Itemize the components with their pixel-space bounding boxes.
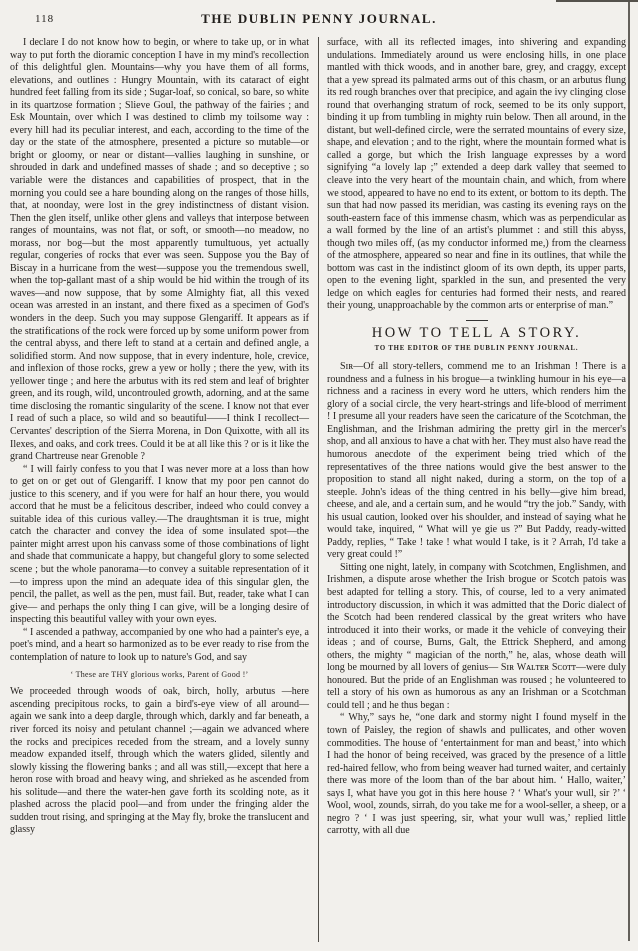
left-column xyxy=(10,37,309,837)
glengariff-paragraph-5: surface, with all its reflected images, into shivering and expanding undulations. Immediately around us were enclosing hills, in one place mantled with thick woods, and in another bare, grey, and craggy, except that a yew spread its palmated arms out of this chasm, or an arbutus flung its red rough branches over that precipice, and again the ivy clinging close round that overhanging stratum of rock, seemed to be its only support, binding it up from tumbling in mighty ruin below. Then all around, in the distant, but well-defined circle, were the serrated mountains of every size, shape, and elevation ; and to the right, where the mountain formed what is called a gorge, but which the Irish language expresses by a word signifying “a lovely lap ;” extended a deep dark valley that seemed to cleave into the very heart of the mountain chain, and which, from where we stood, appeared to have no end to its extent, or bottom to its depth. The sun that had now passed its meridian, was casting its evening rays on the south-eastern face of this immense chasm, which was as perpendicular as a wall formed by the line of an artist's plummet : and still this abyss, though two miles off, (as my conductor informed me,) from the clearness of the atmosphere, appeared so near and fine in its outlines, that while the bottom was cast in the indistinct gloom of its own depth, its upper parts, open to the evening light, sparkled in the sun, and presented the very ledge on which eagles for centuries had formed their nests, and reared their young, unapproachable by the common arts or enterprise of man.” xyxy=(327,37,626,312)
glengariff-paragraph-1: I declare I do not know how to begin, or where to take up, or in what way to put forth the dioramic conception I have in my mind's recollection of this delightful glen. Mountains—why you have them of all forms, elevations, and outlines : Hungry Mountain, with its cataract of eight hundred feet falling from its side ; Sugar-loaf, so conical, so bare, so white in its quartzose formation ; Slieve Goul, the pathway of the fairies ; and Esk Mountain, over which I was destined to climb my toilsome way : every hill had its peculiar interest, and each, according to the time of the day or the state of the atmosphere, presented a picture so mutable—or bright or gloomy, or near or distant—vallies laughing in sunshine, or shrouded in dark and undefined masses of shade ; and so deceptive ; so variable were the distances and capabilities of prospect, that in the morning you could see a hare bounding along on the ranges of those hills, that, at noonday, were lost in the grey indistinctness of distant vision. Then the glen itself, unlike other glens and valleys that interpose between ranges of mountains, was not flat, or soft, or smooth—no meadow, no morass, nor bog—but the most apparently tumultuous, yet actually regular, congeries of rocks that ever was seen. Suppose you the Bay of Biscay in a hurricane from the west—suppose you the tremendous swell, when the top-gallant mast of a ship would be hid within the trough of its waves—and now suppose, that by some Almighty fiat, all this vexed ocean was arrested in an instant, and there fixed as a specimen of God's wonders in the deep. Such you may suppose Glengariff. It appears as if the stratifications of the rock were forced up by some uniform power from the central abyss, and there left to stand at a certain and defined angle, a solidified storm. And now suppose, that in every indenture, hole, crevice, and inflexion of those rocks, grew a yew or holly ; there the yew, with its yellower tinge ; and here the arbutus with its red stem and leaf of brighter green, and its rough, wild, uncontrouled growth, adorning, and at the same time disclosing the romantic singularity of the scene. I know not that ever I read of such a place, so wild and so beautiful——I think I recollect—Cervantes' description of the Sierra Morena, in Don Quixotte, with all its Ilexes, and oaks, and cork trees. Could it be at all like this ? or is it like the grand Chartreuse near Grenoble ? xyxy=(10,37,309,463)
page-number: 118 xyxy=(35,13,55,25)
glengariff-paragraph-4: We proceeded through woods of oak, birch, holly, arbutus —here ascending precipitous rocks, to gain a bird's-eye view of all around—again we sank into a deep dargle, through which, darkly and far beneath, a river forced its noisy and petulant channel ;—again we advanced where the rocks and precipices receded from the stream, and a lovely sunny meadow expanded itself, through which the waters glided, silently and slowly kissing the flowering banks ; and all was still,—except that here a heron rose with broad and heavy wing, and shrieked as he ascended from his solitude—and there the water-hen gave forth its scolding note, as it plashed across the placid pool—and from under the fringing alder the sudden trout rising, and springing at the May fly, broke the translucent and glassy xyxy=(10,686,309,836)
glengariff-paragraph-3: “ I ascended a pathway, accompanied by one who had a painter's eye, a poet's mind, and a heart so harmonized as to be ever ready to rise from the contemplation of nature to look up to nature's God, and say xyxy=(10,626,309,663)
story-article-heading: HOW TO TELL A STORY. xyxy=(371,325,582,342)
story-paragraph-2: Sitting one night, lately, in company with Scotchmen, Englishmen, and Irishmen, a dispute arose whether the Irish brogue or Scotch patois was best adapted for telling a story. This, of course, led to a very animated introductory discussion, in which it was admitted that the Doric dialect of the Scotch had been rendered classical by the great writers who have introduced it into their works, or made it the vehicle of conveying their ideas ; and of course, Burns, Galt, the Ettrick Shepherd, and among others, the mighty “ magician of the north,” he, alas, whose death will long be mourned by all lovers of genius— Sɪʀ Wᴀʟᴛᴇʀ Sᴄᴏᴛᴛ—were duly honoured. But the pride of an Englishman was roused ; he volunteered to tell a story of his own as humorous as any an Irishman or a Scotchman could tell ; and he thus began : xyxy=(327,561,626,711)
page-edge-scan-line xyxy=(628,0,630,941)
page-header xyxy=(0,8,638,34)
story-article-subheading: TO THE EDITOR OF THE DUBLIN PENNY JOURNAL. xyxy=(374,344,579,352)
journal-title: THE DUBLIN PENNY JOURNAL. xyxy=(201,11,437,26)
top-edge-scan-mark xyxy=(556,0,638,2)
column-divider-rule xyxy=(318,37,319,942)
story-paragraph-3: “ Why,” says he, “one dark and stormy night I found myself in the town of Paisley, the region of shawls and pullicates, and other woven commodities. The house of ‘entertainment for man and beast,’ into which I had the honor of being received, was graced by the presence of a little red-haired fellow, who from being weaver had turned waiter, and certainly there was more of the loom than of the bar about him. ‘ Hallo, waiter,’ says I, what have you got in this here house ? ‘ What's your wull, sir ?’ ‘ Wool, wool, zounds, sirrah, do you take me for a wool-seller, a sheep, or a negro ? ‘ I was just speering, sir, what your wull was,’ replied little carrotty, with all due xyxy=(327,712,626,837)
story-paragraph-1: Sɪʀ—Of all story-tellers, commend me to an Irishman ! There is a roundness and a fulness in his brogue—a twinkling humour in his eye—a richness and a raciness in every word he utters, which renders him the glory of a social circle, the very heart-strings and life-blood of merriment ! I presume all your readers have seen the caricature of the Scotchman, the Englishman, and the Irishman admiring the pretty girl in the mercer's shop, and all anxious to have a chat with her. They must also have read the humorous anecdote of the experiment being tried which of the representatives of the three nations would give the best answer to the proposition to stand all night naked, during a storm, on the top of a steeple. John's ideas of the thing centred in his belly—give him bread, cheese, and ale, and a certain sum, and he would “try the job.” Sandy, with his usual caution, looked over his shoulder, and instead of saying what he would take, inquired, “ What will ye gie us ?” But Paddy, ready-witted Paddy, replies, “ Take ! take ! what would I take, is it ? Arrah, I'd take a very great could !” xyxy=(327,361,626,561)
glengariff-paragraph-2: “ I will fairly confess to you that I was never more at a loss than how to get on or get out of Glengariff. I know that my poor pen cannot do justice to this scenery, and if you were for half an hour there, you would accord that he must be a felicitous describer, indeed who could convey a suitable idea of this curious valley.—The draughtsman it is true, might catch the character and convey the idea of some insulated spot—the painter might arrest upon his canvass some of those combinations of light and shade that communicate a happy, but changeful glory to some selected scene ; but the whole panorama—to convey a suitable representation of it—to impress upon the mind an adequate idea of this singular glen, the pencil, the pallet, as well as the pen, must fail. But, reader, take what I can give— and perhaps the only thing I can give, will be a longing desire of inspecting this beautiful valley with your own eyes. xyxy=(10,463,309,626)
verse-quote: ‘ These are THY glorious works, Parent of Good !’ xyxy=(70,670,249,680)
article-divider-rule xyxy=(466,320,488,321)
right-column xyxy=(327,37,626,838)
